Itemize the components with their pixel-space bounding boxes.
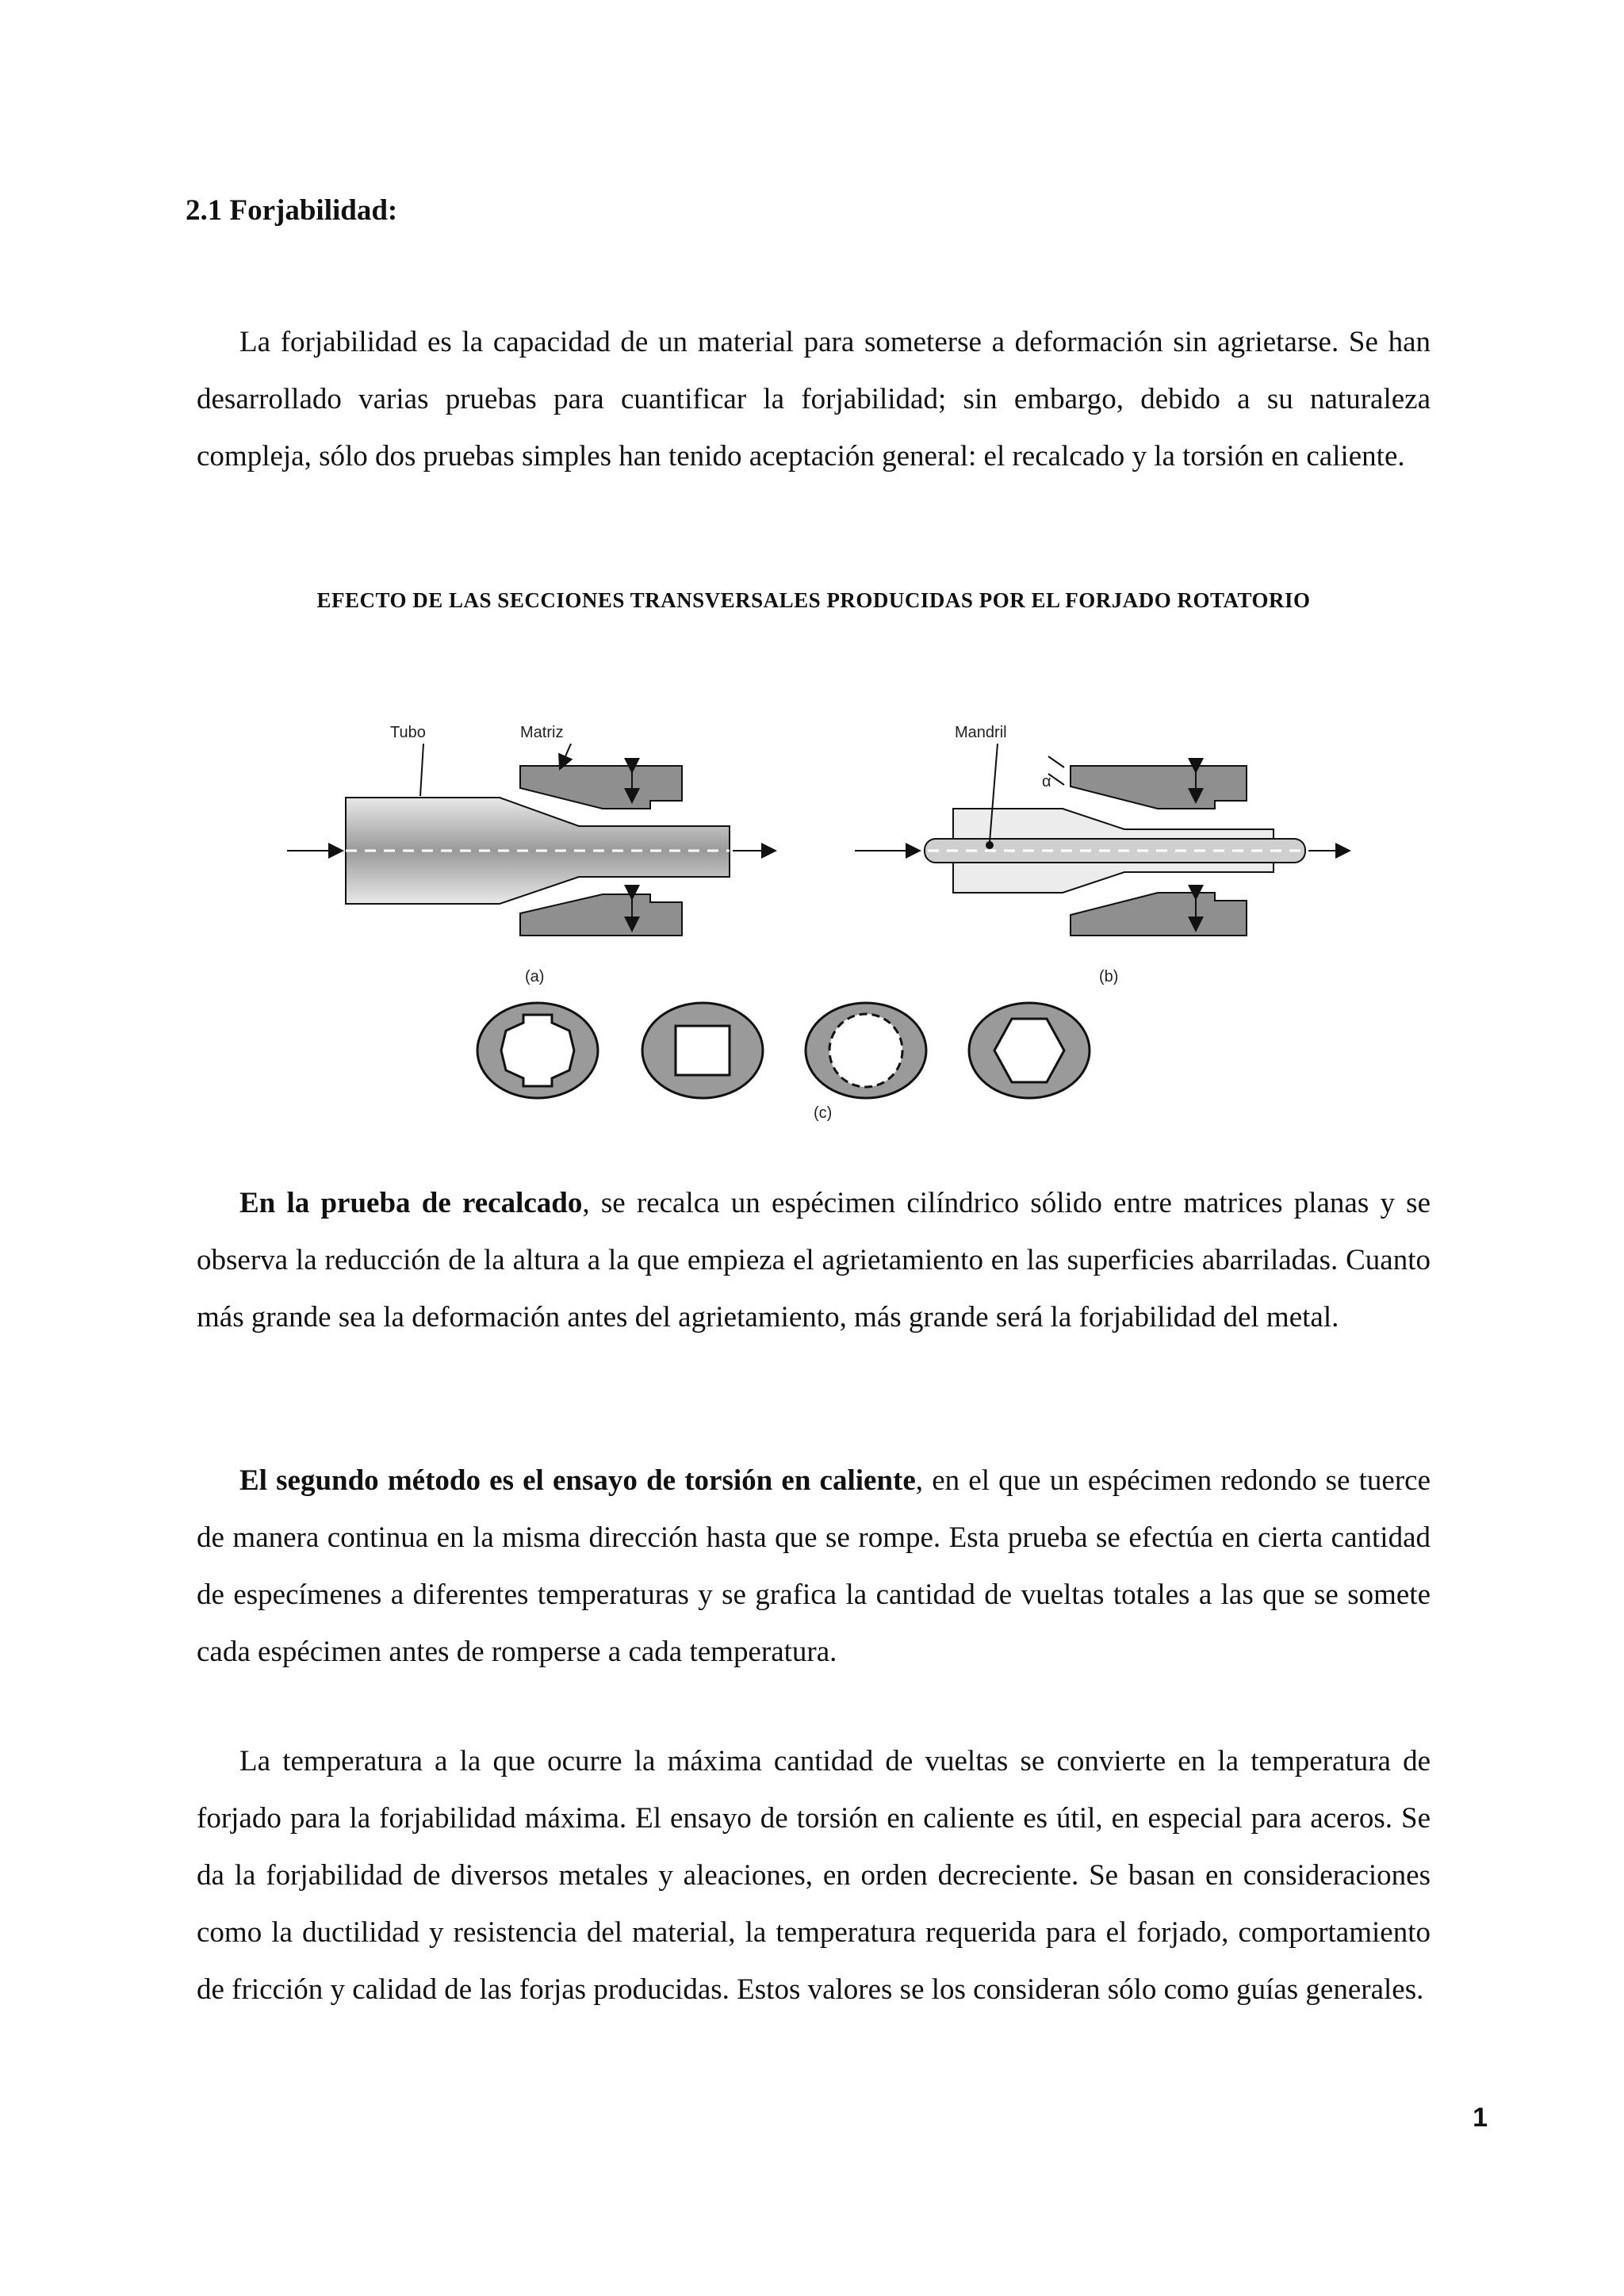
paragraph-text: La forjabilidad es la capacidad de un material para someterse a deformación sin agrietarse. Se han desarrollado varias pruebas para cuantificar la forjabilidad; sin embargo, debido a su naturaleza compleja, sólo dos pruebas simples han tenido aceptación general: el recalcado y la torsión en caliente. [197,326,1431,473]
cross-section-gear [806,1003,926,1098]
paragraph-text: , en el que un espécimen redondo se tuerce de manera continua en la misma dirección hasta que se rompe. Esta prueba se efectúa en cierta cantidad de especímenes a diferentes temperaturas y se grafica la cantidad de vueltas totales a las que se somete cada espécimen antes de romperse a cada temperatura. [197,1464,1431,1668]
paragraph-forjabilidad [197,314,1431,485]
paragraph-text: La temperatura a la que ocurre la máxima cantidad de vueltas se convierte en la temperatura de forjado para la forjabilidad máxima. El ensayo de torsión en caliente es útil, en especial para aceros. Se da la forjabilidad de diversos metales y aleaciones, en orden decreciente. Se basan en consideraciones como la ductilidad y resistencia del material, la temperatura requerida para el forjado, comportamiento de fricción y calidad de las forjas producidas. Estos valores se los consideran sólo como guías generales. [197,1745,1431,2006]
paragraph-recalcado [197,1175,1431,1346]
paragraph-bold-lead: El segundo método es el ensayo de torsión en caliente [239,1464,916,1497]
paragraph-bold-lead: En la prueba de recalcado [239,1187,583,1219]
die-top [1071,766,1247,809]
cross-sections [477,1003,1090,1122]
paragraph-text: , se recalca un espécimen cilíndrico sólido entre matrices planas y se observa la reducción de la altura a la que empieza el agrietamiento en las superficies abarriladas. Cuanto más grande sea la deformación antes del agrietamiento, más grande será la forjabilidad del metal. [197,1187,1431,1334]
die-bottom [520,894,682,936]
swaging-diagram [270,698,1364,1126]
diagram-b [855,724,1350,985]
section-heading: 2.1 Forjabilidad: [186,194,398,227]
cross-section-splined [477,1003,598,1098]
label-matriz: Matriz [520,724,564,741]
figure-title: EFECTO DE LAS SECCIONES TRANSVERSALES PRODUCIDAS POR EL FORJADO ROTATORIO [316,588,1311,612]
diagram-a [287,724,776,985]
mandrel-shape [925,839,1305,863]
die-bottom [1071,893,1247,936]
label-mandril: Mandril [955,724,1007,741]
label-b: (b) [1099,968,1119,985]
label-tubo: Tubo [390,724,426,741]
label-alpha: α [1042,773,1051,790]
cross-section-hexagonal [969,1003,1090,1098]
paragraph-temperatura [197,1733,1431,2019]
label-c: (c) [814,1104,833,1122]
page-number: 1 [1473,2103,1488,2133]
die-top [520,766,682,809]
label-a: (a) [525,968,545,985]
paragraph-torsion [197,1452,1431,1681]
cross-section-square [642,1003,763,1098]
